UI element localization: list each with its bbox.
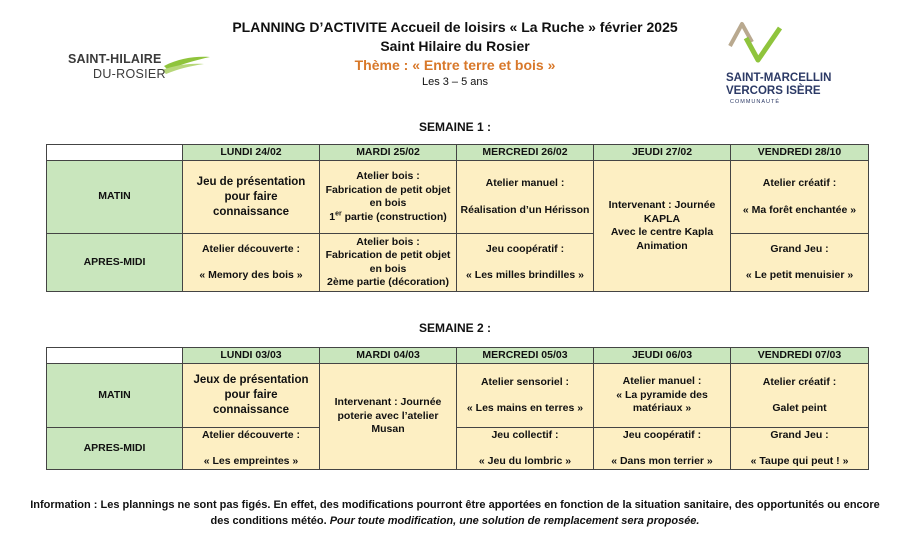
logo-right-line2: VERCORS ISÈRE — [726, 85, 821, 97]
activity-title: Atelier bois : — [356, 170, 420, 182]
activity-detail: « Ma forêt enchantée » — [742, 203, 857, 216]
logo-right-line1: SAINT-MARCELLIN — [726, 72, 832, 84]
activity-cell — [457, 161, 594, 234]
activity-detail: Avec le centre Kapla Animation — [610, 226, 714, 252]
table-corner — [47, 145, 183, 161]
day-header: VENDREDI 28/10 — [731, 145, 869, 161]
activity-detail: « Memory des bois » — [199, 269, 303, 281]
activity-cell — [457, 234, 594, 292]
activity-cell — [183, 161, 320, 234]
day-header: LUNDI 03/03 — [183, 348, 320, 364]
activity-title: Jeu coopératif : — [622, 428, 702, 441]
activity-part: 2ème partie (décoration) — [327, 276, 449, 288]
activity-title: Grand Jeu : — [770, 242, 829, 255]
activity-title: Jeu collectif : — [491, 428, 559, 441]
activity-title: Atelier découverte : — [201, 242, 301, 255]
activity-cell — [320, 161, 457, 234]
day-header: JEUDI 27/02 — [594, 145, 731, 161]
activity-title: Atelier manuel : — [622, 375, 702, 388]
activity-part: 1er partie (construction) — [329, 210, 447, 223]
period-morning: MATIN — [47, 364, 183, 428]
day-header: MERCREDI 05/03 — [457, 348, 594, 364]
activity-text: Intervenant : Journée poterie avec l’atelier Musan — [334, 396, 442, 436]
activity-cell — [320, 234, 457, 292]
activity-title: Grand Jeu : — [770, 428, 829, 441]
theme-title: Thème : « Entre terre et bois » — [354, 57, 556, 73]
activity-cell — [731, 364, 869, 428]
activity-detail: « Le petit menuisier » — [745, 269, 854, 281]
location-title: Saint Hilaire du Rosier — [380, 38, 530, 54]
activity-cell — [183, 364, 320, 428]
activity-detail: « Dans mon terrier » — [611, 455, 713, 467]
activity-title: Atelier créatif : — [762, 177, 837, 189]
activity-cell — [731, 428, 869, 470]
day-header: MERCREDI 26/02 — [457, 145, 594, 161]
week2-table — [46, 347, 869, 470]
activity-detail: « Taupe qui peut ! » — [750, 455, 849, 467]
activity-title: Atelier manuel : — [485, 177, 565, 189]
activity-detail: Réalisation d’un Hérisson — [460, 203, 590, 216]
week1-title: SEMAINE 1 : — [418, 120, 491, 134]
age-group: Les 3 – 5 ans — [421, 76, 489, 88]
activity-title: Atelier sensoriel : — [480, 375, 570, 388]
logo-left-line1: SAINT-HILAIRE — [68, 52, 162, 66]
activity-detail: « Les empreintes » — [203, 455, 299, 467]
day-header: MARDI 04/03 — [320, 348, 457, 364]
week2-title: SEMAINE 2 : — [418, 321, 491, 335]
period-morning: MATIN — [47, 161, 183, 234]
activity-detail: « Jeu du lombric » — [478, 455, 572, 467]
activity-text: Jeux de présentation pour faire connaissance — [193, 374, 309, 416]
activity-cell — [183, 234, 320, 292]
activity-cell — [731, 161, 869, 234]
activity-cell — [594, 364, 731, 428]
activity-cell — [731, 234, 869, 292]
period-afternoon: APRES-MIDI — [47, 428, 183, 470]
activity-detail: Galet peint — [772, 402, 827, 414]
day-header: JEUDI 06/03 — [594, 348, 731, 364]
activity-detail: « Les milles brindilles » — [466, 269, 584, 281]
week1-table — [46, 144, 869, 292]
activity-cell — [594, 428, 731, 470]
activity-cell — [183, 428, 320, 470]
activity-title: Atelier créatif : — [762, 375, 837, 388]
logo-right-line3: COMMUNAUTÉ — [730, 99, 781, 105]
information-note — [30, 497, 880, 529]
activity-cell-allday — [320, 364, 457, 470]
saint-hilaire-logo — [64, 52, 214, 88]
activity-cell-allday — [594, 161, 731, 292]
activity-title: Jeu coopératif : — [485, 242, 565, 255]
period-afternoon: APRES-MIDI — [47, 234, 183, 292]
activity-title: Intervenant : Journée KAPLA — [608, 199, 716, 225]
day-header: MARDI 25/02 — [320, 145, 457, 161]
activity-cell — [457, 428, 594, 470]
saint-marcellin-logo — [726, 20, 856, 110]
day-header: LUNDI 24/02 — [183, 145, 320, 161]
logo-left-line2: DU-ROSIER — [93, 67, 166, 81]
planning-title: PLANNING D’ACTIVITE Accueil de loisirs « La Ruche » février 2025 — [232, 19, 678, 35]
mountain-check-icon — [728, 20, 788, 70]
activity-title: Atelier bois : — [356, 235, 420, 248]
activity-text: Jeu de présentation pour faire connaissance — [196, 175, 306, 218]
day-header: VENDREDI 07/03 — [731, 348, 869, 364]
activity-cell — [457, 364, 594, 428]
activity-detail: Fabrication de petit objet en bois — [325, 249, 451, 275]
activity-detail: « Les mains en terres » — [466, 402, 584, 414]
table-corner — [47, 348, 183, 364]
activity-title: Atelier découverte : — [201, 428, 301, 441]
activity-detail: Fabrication de petit objet en bois — [325, 183, 451, 209]
activity-detail: « La pyramide des matériaux » — [616, 388, 708, 415]
information-italic: Pour toute modification, une solution de remplacement sera proposée. — [326, 515, 700, 527]
information-text: Information : Les plannings ne sont pas figés. En effet, des modifications pourront être apportées en fonction de la situation sanitaire, des opportunités ou encore des conditions météo. — [30, 499, 880, 527]
